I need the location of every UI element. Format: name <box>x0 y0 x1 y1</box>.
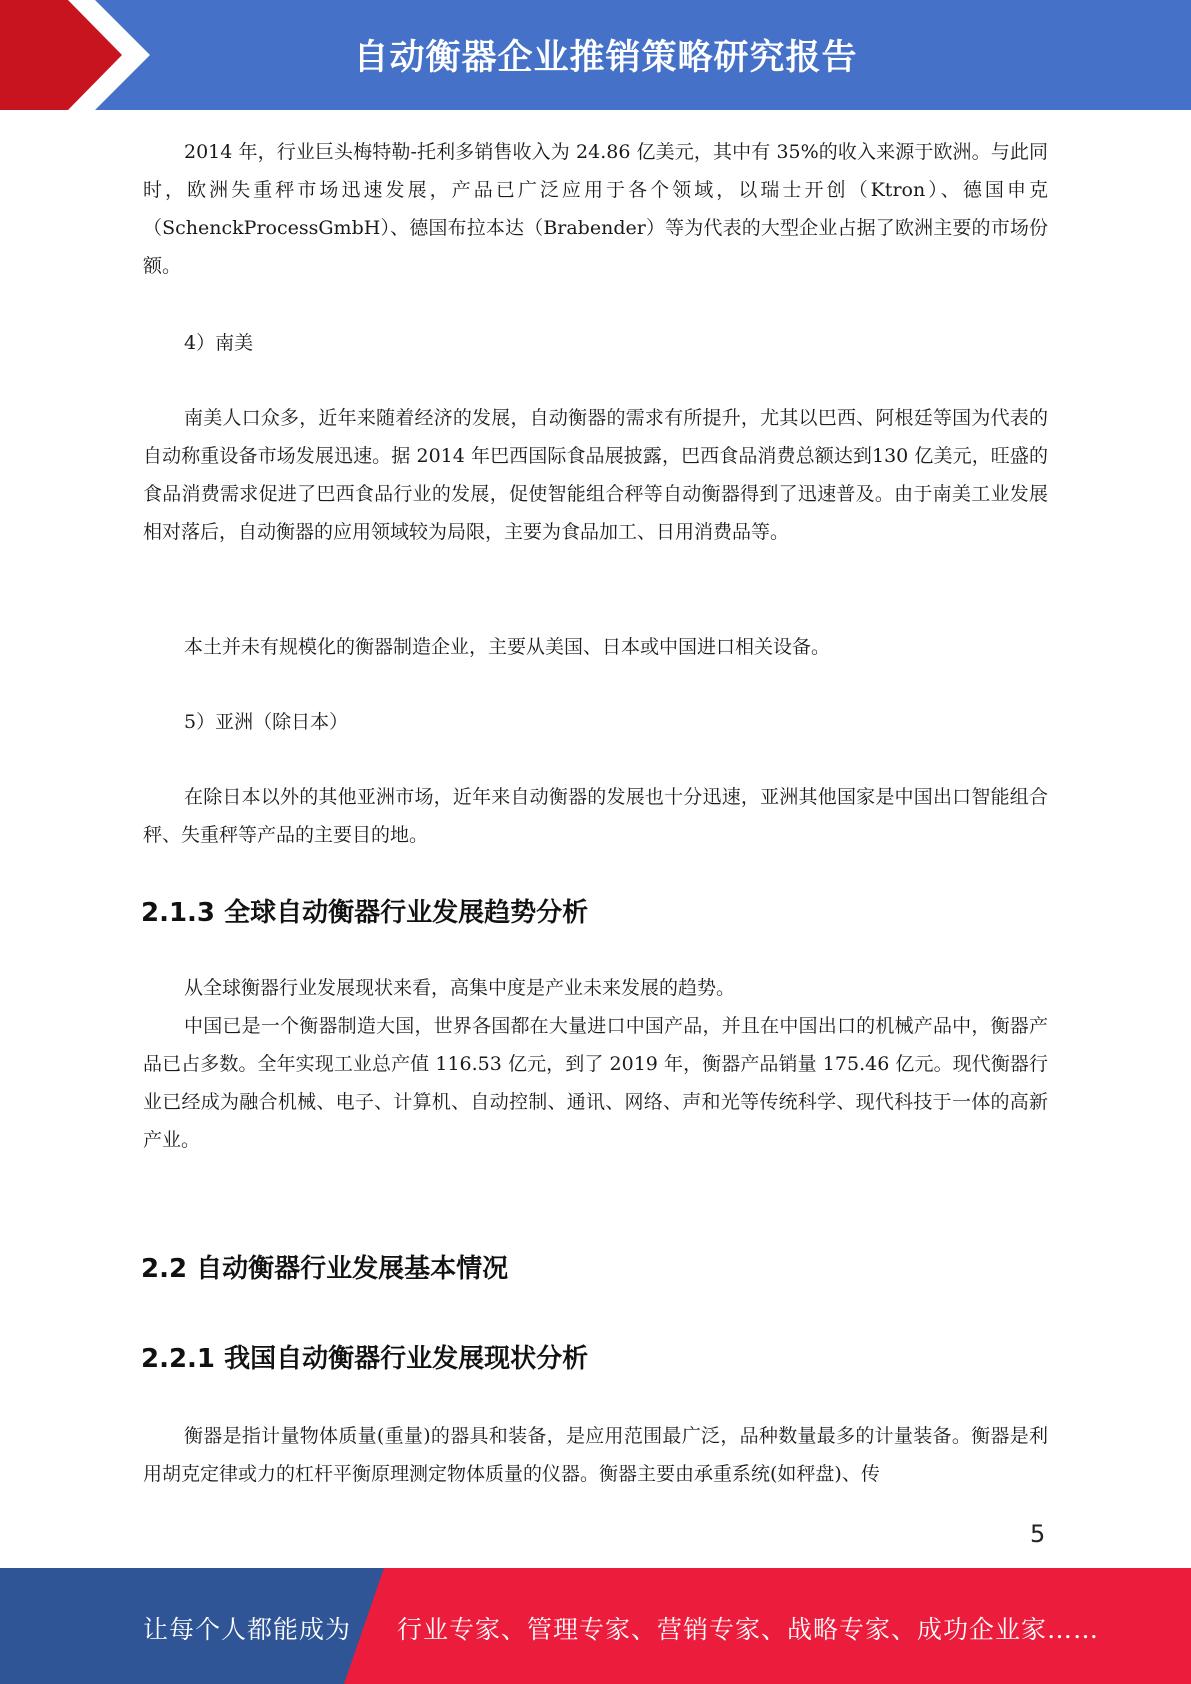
report-title: 自动衡器企业推销策略研究报告 <box>353 38 858 78</box>
paragraph-china-manufacturing: 中国已是一个衡器制造大国，世界各国都在大量进口中国产品，并且在中国出口的机械产品中，衡器产品已占多数。全年实现工业总产值 116.53 亿元，到了 2019 年，衡器产品销量 175.46 亿元。现代衡器行业已经成为融合机械、电子、计算机、自动控制、通讯、网络、声和光等传统科学、现代科技于一体的高新产业。 <box>143 1015 1048 1151</box>
footer-slogan-left: 让每个人都能成为 <box>143 1615 352 1644</box>
section-heading-2-2: 2.2 自动衡器行业发展基本情况 <box>141 1254 509 1284</box>
paragraph-asia: 在除日本以外的其他亚洲市场，近年来自动衡器的发展也十分迅速，亚洲其他国家是中国出口智能组合秤、失重秤等产品的主要目的地。 <box>143 786 1048 846</box>
footer-slogan-right: 行业专家、管理专家、营销专家、战略专家、成功企业家…… <box>397 1615 1100 1644</box>
paragraph-trend: 从全球衡器行业发展现状来看，高集中度是产业未来发展的趋势。 <box>184 977 736 999</box>
paragraph-south-america: 南美人口众多，近年来随着经济的发展，自动衡器的需求有所提升，尤其以巴西、阿根廷等国为代表的自动称重设备市场发展迅速。据 2014 年巴西国际食品展披露，巴西食品消费总额达到130 亿美元，旺盛的食品消费需求促进了巴西食品行业的发展，促使智能组合秤等自动衡器得到了迅速普及。由于南美工业发展相对落后，自动衡器的应用领域较为局限，主要为食品加工、日用消费品等。 <box>143 407 1048 543</box>
paragraph-europe: 2014 年，行业巨头梅特勒-托利多销售收入为 24.86 亿美元，其中有 35%的收入来源于欧洲。与此同时，欧洲失重秤市场迅速发展，产品已广泛应用于各个领域，以瑞士开创（Ktron）、德国申克（SchenckProcessGmbH）、德国布拉本达（Brabender）等为代表的大型企业占据了欧洲主要的市场份额。 <box>143 141 1048 277</box>
section-heading-2-2-1: 2.2.1 我国自动衡器行业发展现状分析 <box>141 1344 589 1374</box>
paragraph-weighing-definition: 衡器是指计量物体质量(重量)的器具和装备，是应用范围最广泛，品种数量最多的计量装备。衡器是利用胡克定律或力的杠杆平衡原理测定物体质量的仪器。衡器主要由承重系统(如秤盘)、传 <box>143 1425 1048 1485</box>
header-band <box>0 0 1191 110</box>
footer-band <box>0 1568 1191 1684</box>
subheading-south-america: 4）南美 <box>184 332 254 354</box>
paragraph-local-import: 本土并未有规模化的衡器制造企业，主要从美国、日本或中国进口相关设备。 <box>184 636 831 658</box>
page-number: 5 <box>1030 1520 1046 1548</box>
section-heading-2-1-3: 2.1.3 全球自动衡器行业发展趋势分析 <box>141 898 589 928</box>
subheading-asia: 5）亚洲（除日本） <box>184 711 349 733</box>
